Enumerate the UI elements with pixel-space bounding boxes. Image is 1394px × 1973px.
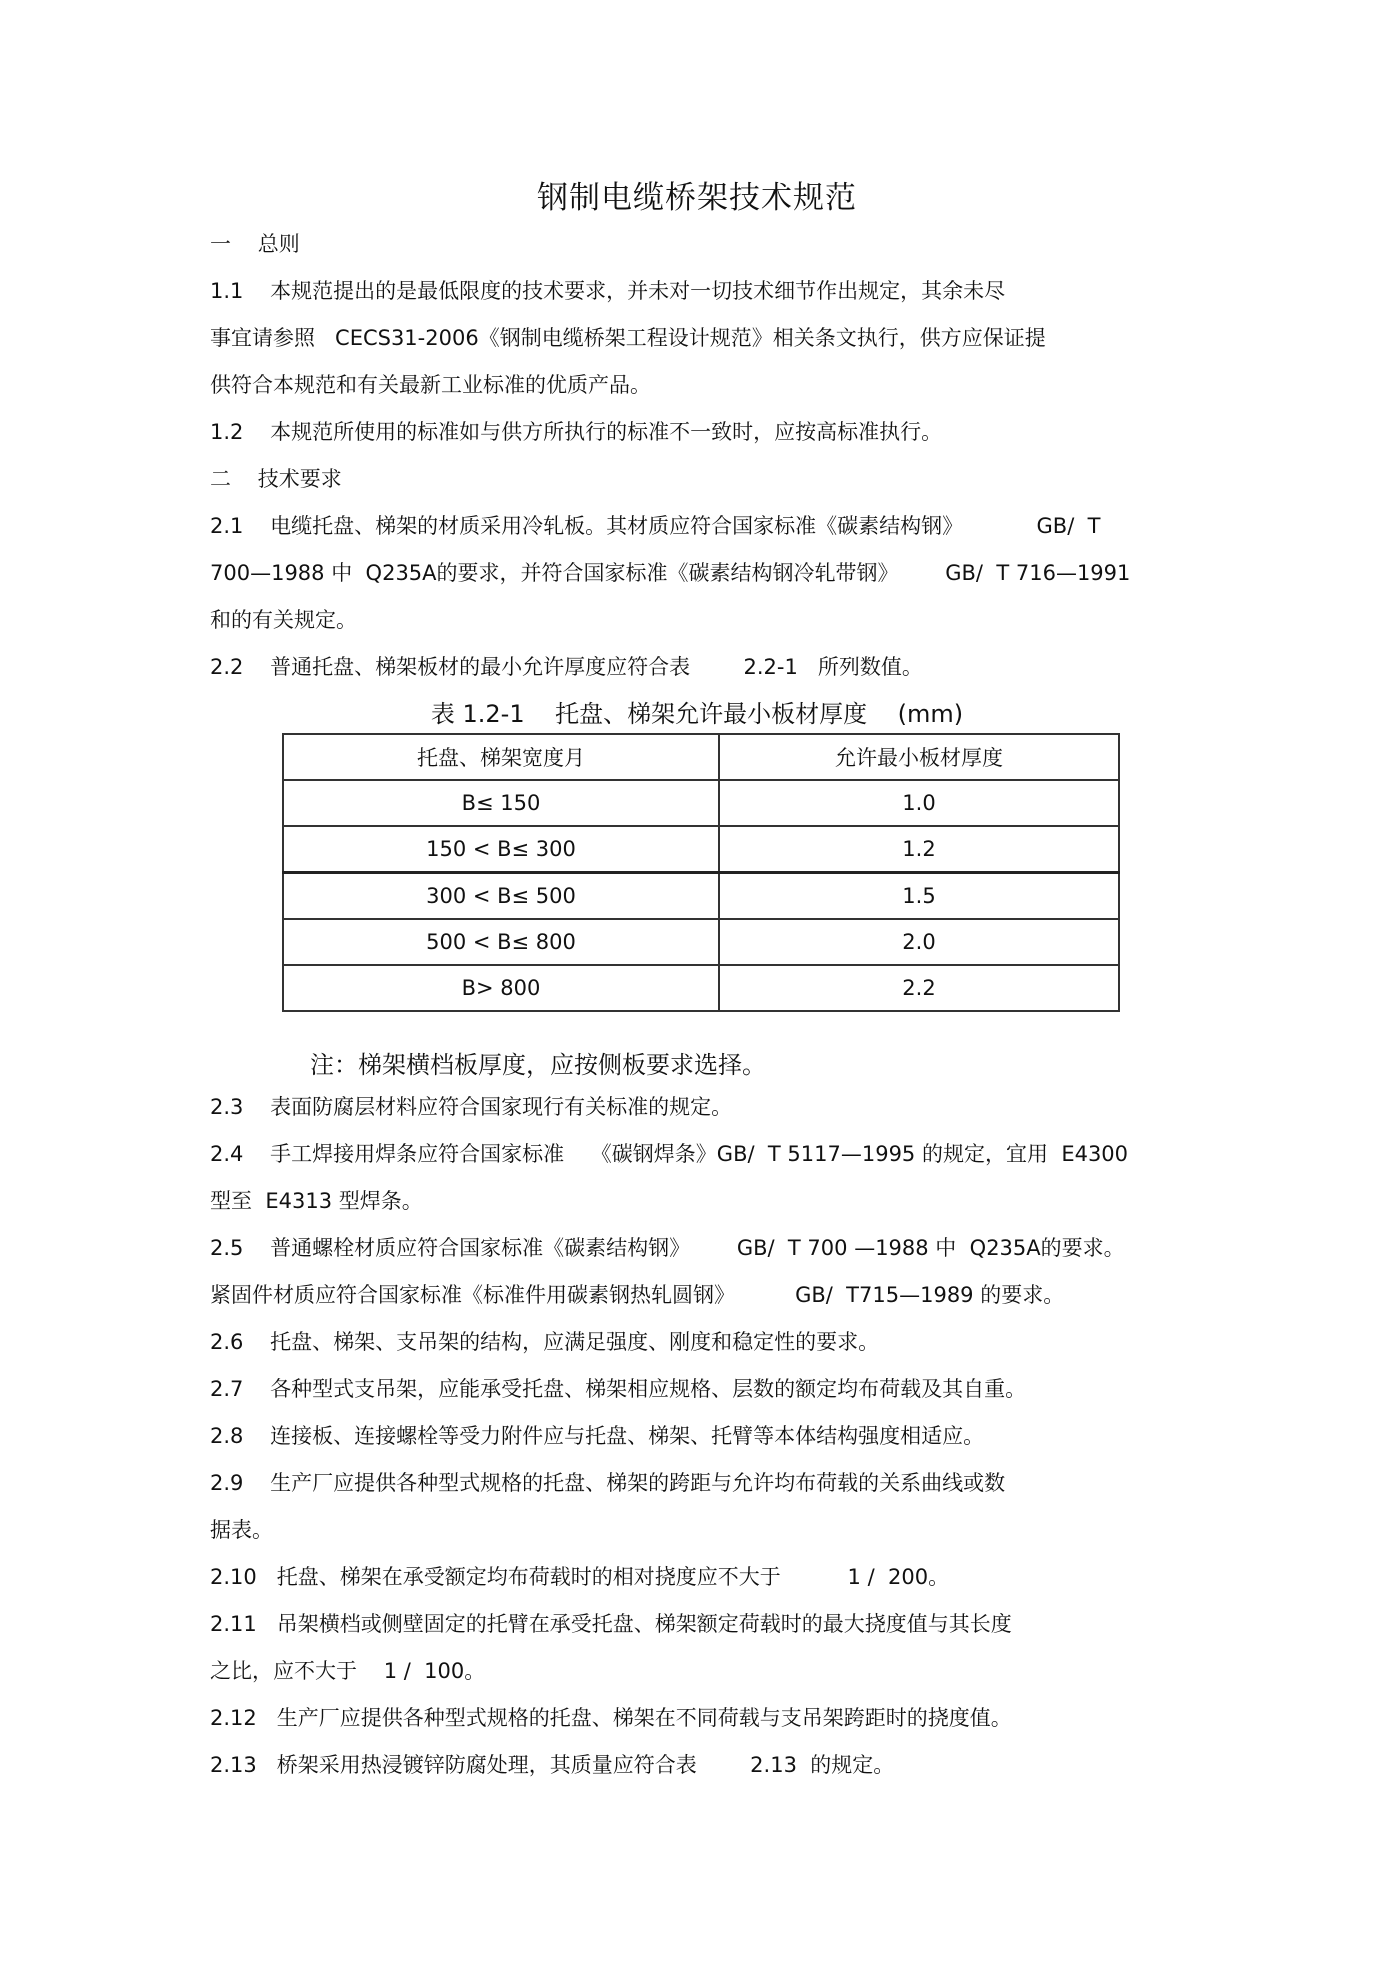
cell-thickness: 2.2 — [719, 965, 1119, 1011]
document-title: 钢制电缆桥架技术规范 — [537, 180, 857, 216]
paragraph-2-10: 2.10 托盘、梯架在承受额定均布荷载时的相对挠度应不大于 1 / 200。 — [210, 1565, 950, 1589]
paragraph-2-7: 2.7 各种型式支吊架，应能承受托盘、梯架相应规格、层数的额定均布荷载及其自重。 — [210, 1377, 1027, 1401]
paragraph-2-13: 2.13 桥架采用热浸镀锌防腐处理，其质量应符合表 2.13 的规定。 — [210, 1753, 895, 1777]
cell-thickness: 2.0 — [719, 919, 1119, 965]
table-row — [283, 919, 1119, 965]
section-heading-1: 一 总则 — [210, 232, 300, 256]
header-thickness: 允许最小板材厚度 — [719, 734, 1119, 780]
paragraph-2-1-line3: 和的有关规定。 — [210, 608, 357, 632]
paragraph-2-8: 2.8 连接板、连接螺栓等受力附件应与托盘、梯架、托臂等本体结构强度相适应。 — [210, 1424, 985, 1448]
paragraph-2-5-line2: 紧固件材质应符合国家标准《标准件用碳素钢热轧圆钢》 GB/ T715—1989 的要求。 — [210, 1283, 1065, 1307]
header-width: 托盘、梯架宽度月 — [283, 734, 719, 780]
paragraph-2-1-line1: 2.1 电缆托盘、梯架的材质采用冷轧板。其材质应符合国家标准《碳素结构钢》 GB/ T — [210, 514, 1101, 538]
cell-width: 150 < B≤ 300 — [283, 826, 719, 873]
paragraph-2-9-line1: 2.9 生产厂应提供各种型式规格的托盘、梯架的跨距与允许均布荷载的关系曲线或数 — [210, 1471, 1006, 1495]
paragraph-2-11-line1: 2.11 吊架横档或侧壁固定的托臂在承受托盘、梯架额定荷载时的最大挠度值与其长度 — [210, 1612, 1012, 1636]
cell-width: B≤ 150 — [283, 780, 719, 826]
table-header-row — [283, 734, 1119, 780]
cell-width: 300 < B≤ 500 — [283, 873, 719, 920]
table-row — [283, 826, 1119, 873]
paragraph-2-1-line2: 700—1988 中 Q235A的要求，并符合国家标准《碳素结构钢冷轧带钢》 GB/ T 716—1991 — [210, 561, 1131, 585]
paragraph-1-1-line3: 供符合本规范和有关最新工业标准的优质产品。 — [210, 373, 651, 397]
section-heading-2: 二 技术要求 — [210, 467, 342, 491]
paragraph-2-9-line2: 据表。 — [210, 1518, 273, 1542]
paragraph-2-6: 2.6 托盘、梯架、支吊架的结构，应满足强度、刚度和稳定性的要求。 — [210, 1330, 880, 1354]
table-row — [283, 780, 1119, 826]
paragraph-2-4-line1: 2.4 手工焊接用焊条应符合国家标准 《碳钢焊条》GB/ T 5117—1995 的规定，宜用 E4300 — [210, 1142, 1129, 1166]
paragraph-1-1-line1: 1.1 本规范提出的是最低限度的技术要求，并未对一切技术细节作出规定，其余未尽 — [210, 279, 1006, 303]
thickness-table — [282, 733, 1120, 1012]
paragraph-1-1-line2: 事宜请参照 CECS31-2006《钢制电缆桥架工程设计规范》相关条文执行，供方应保证提 — [210, 326, 1046, 350]
paragraph-1-2: 1.2 本规范所使用的标准如与供方所执行的标准不一致时，应按高标准执行。 — [210, 420, 943, 444]
cell-width: 500 < B≤ 800 — [283, 919, 719, 965]
paragraph-2-4-line2: 型至 E4313 型焊条。 — [210, 1189, 423, 1213]
paragraph-2-11-line2: 之比，应不大于 1 / 100。 — [210, 1659, 486, 1683]
paragraph-2-3: 2.3 表面防腐层材料应符合国家现行有关标准的规定。 — [210, 1095, 733, 1119]
cell-thickness: 1.2 — [719, 826, 1119, 873]
paragraph-2-2: 2.2 普通托盘、梯架板材的最小允许厚度应符合表 2.2-1 所列数值。 — [210, 655, 923, 679]
cell-width: B> 800 — [283, 965, 719, 1011]
table-caption: 表 1.2-1 托盘、梯架允许最小板材厚度 (mm) — [430, 700, 964, 728]
cell-thickness: 1.0 — [719, 780, 1119, 826]
table-note: 注：梯架横档板厚度，应按侧板要求选择。 — [310, 1051, 766, 1079]
paragraph-2-5-line1: 2.5 普通螺栓材质应符合国家标准《碳素结构钢》 GB/ T 700 —1988 中 Q235A的要求。 — [210, 1236, 1125, 1260]
table-row — [283, 873, 1119, 920]
table-row — [283, 965, 1119, 1011]
cell-thickness: 1.5 — [719, 873, 1119, 920]
paragraph-2-12: 2.12 生产厂应提供各种型式规格的托盘、梯架在不同荷载与支吊架跨距时的挠度值。 — [210, 1706, 1012, 1730]
